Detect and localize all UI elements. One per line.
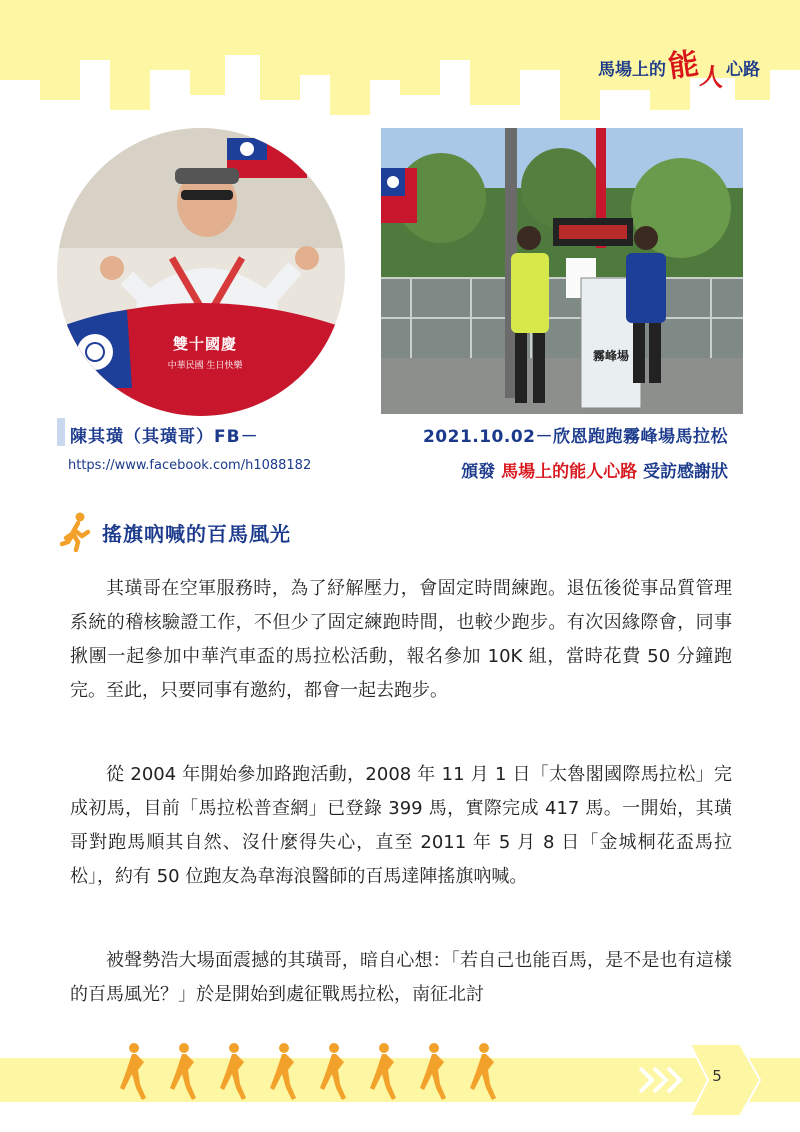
runner-icon: [60, 512, 94, 552]
section-heading: [60, 512, 291, 552]
body-paragraph: [70, 944, 732, 1012]
header-title: [598, 40, 760, 93]
paragraph-text: 其璜哥在空軍服務時，為了紓解壓力，會固定時間練跑。退伍後從事品質管理系統的稽核驗證工作，不但少了固定練跑時間，也較少跑步。有次因緣際會，同事揪團一起參加中華汽車盃的馬拉松活動，報名參加 10K 組，當時花費 50 分鐘跑完。至此，只要同事有邀約，都會一起去跑步。: [70, 578, 732, 701]
section-title: 搖旗吶喊的百馬風光: [102, 521, 291, 546]
page-number: 5: [712, 1067, 722, 1085]
portrait-overlay-title: 雙十國慶: [172, 335, 237, 353]
award-caption-highlight: 馬場上的能人心路: [501, 462, 638, 482]
award-ceremony-photo: [381, 128, 743, 414]
body-paragraph: [70, 758, 732, 894]
portrait-caption-name: 陳其璜（其璜哥）FB－: [70, 427, 259, 447]
header-title-part: 馬場上的: [598, 60, 666, 80]
caption-accent-bar: [57, 418, 65, 446]
paragraph-text: 從 2004 年開始參加路跑活動，2008 年 11 月 1 日「太魯閣國際馬拉松」完成初馬，目前「馬拉松普查網」已登錄 399 馬，實際完成 417 馬。一開始，其璜哥對跑馬順其自然、沒什麼得失心，直至 2011 年 5 月 8 日「金城桐花盃馬拉松」，約有 50 位跑友為韋海浪醫師的百馬達陣搖旗吶喊。: [70, 764, 732, 887]
header-title-accent: 人: [698, 60, 726, 93]
award-caption-suffix: 受訪感謝狀: [637, 462, 728, 482]
header-title-part: 心路: [726, 60, 760, 80]
photo-caption-award: [461, 457, 728, 482]
paragraph-text: 被聲勢浩大場面震撼的其璜哥，暗自心想：「若自己也能百馬，是不是也有這樣的百馬風光？」於是開始到處征戰馬拉松，南征北討: [70, 950, 732, 1005]
svg-text:霧峰場: 霧峰場: [592, 349, 630, 363]
photo-caption-event: 2021.10.02－欣恩跑跑霧峰場馬拉松: [422, 427, 728, 447]
portrait-caption-url[interactable]: https://www.facebook.com/h1088182: [68, 458, 312, 473]
portrait-overlay-subtitle: 中華民國 生日快樂: [167, 361, 243, 371]
portrait-overlay-text: [165, 333, 245, 371]
award-caption-prefix: 頒發: [461, 462, 502, 482]
header-title-accent: 能: [666, 46, 701, 85]
footer-band: [0, 1040, 800, 1132]
body-paragraph: [70, 572, 732, 708]
runner-portrait-photo: [57, 128, 345, 416]
